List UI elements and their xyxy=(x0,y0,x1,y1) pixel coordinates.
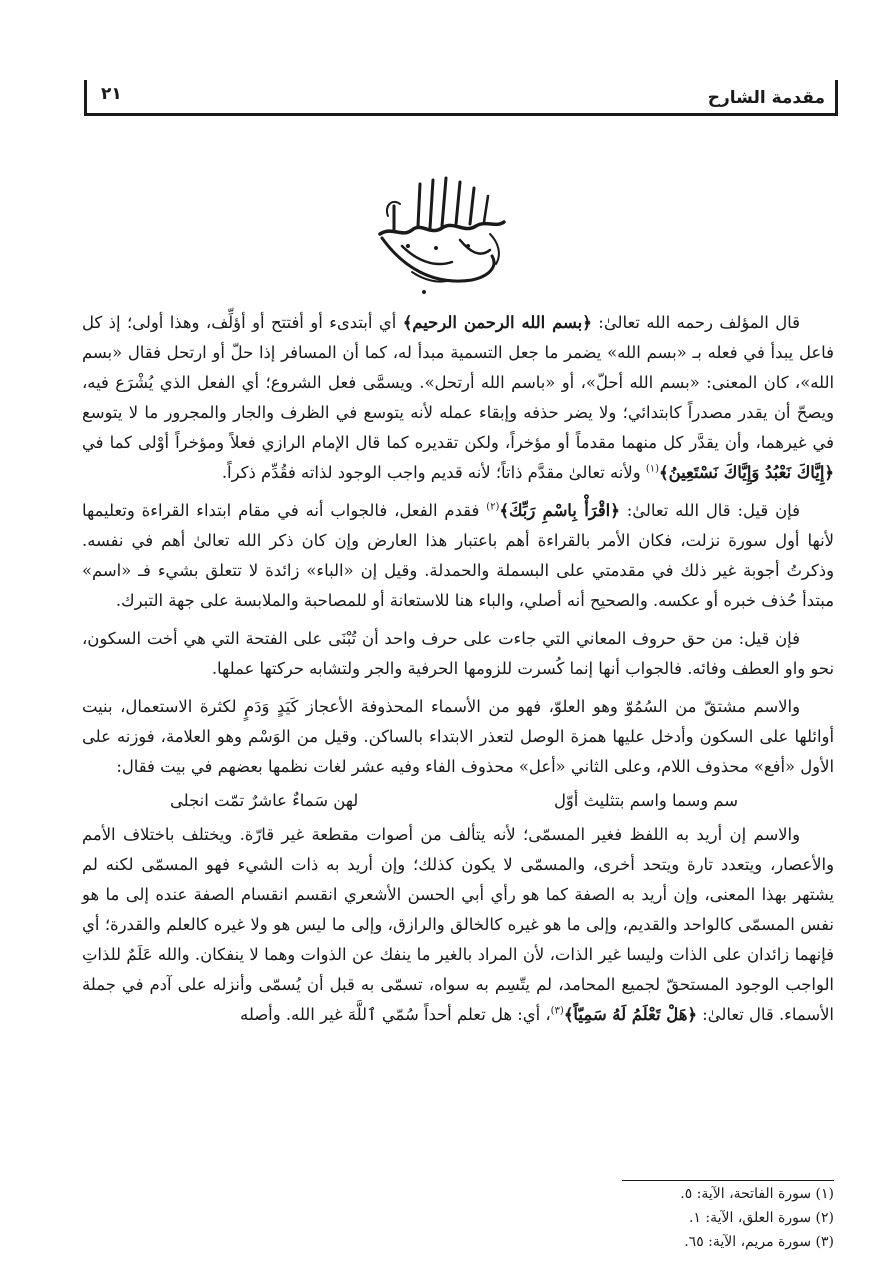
poetry-verse xyxy=(82,782,834,820)
verse-second-hemistich: سم وسما واسم بتثليث أوّل xyxy=(553,791,738,810)
footnote-divider xyxy=(622,1180,834,1181)
text-run: ولأنه تعالىٰ مقدَّم ذاتاً؛ لأنه قديم واجب الوجود لذاته فقُدِّم ذكراً. xyxy=(221,463,646,482)
footnote: (٢) سورة العلق، الآية: ١. xyxy=(688,1210,834,1226)
quran-quote: ﴿اقْرَأْ بِاسْمِ رَبِّكَ﴾ xyxy=(499,501,620,520)
header-title: مقدمة الشارح xyxy=(707,88,825,108)
basmala-calligraphy-icon xyxy=(372,176,512,300)
text-run: أي أبتدىء أو أفتتح أو أؤلِّف، وهذا أولى؛ إذ كل فاعل يبدأ في فعله بـ «بسم الله» يضمر ما جعل التسمية مبدأ له، كما أن المسافر إذا حلّ أو ارتحل فقال «بسم الله»، كان المعنى: «بسم الله أحلّ»، أو «باسم الله أرتحل». ويسمَّى فعل الشروع؛ أي الفعل الذي يُشْرَع فيه، ويصحّ أن يقدر مصدراً كابتدائي؛ ولا يضر حذفه وإبقاء عمله لأنه يتوسع في الظرف والجار والمجرور ما لا يتوسع في غيرهما، وأن يقدَّر كل منهما مقدماً أو مؤخراً، ولكن تقديره كما قال الإمام الرازي فعلاً ومؤخراً أوْلى كما في xyxy=(82,313,834,452)
paragraph xyxy=(82,820,834,1030)
footnote-ref: (١) xyxy=(645,463,660,475)
quran-quote: ﴿هَلْ تَعْلَمُ لَهُ سَمِيّاً﴾ xyxy=(563,1005,697,1024)
paragraph xyxy=(82,692,834,782)
quran-quote: ﴿بسم الله الرحمن الرحيم﴾ xyxy=(402,313,592,332)
main-text xyxy=(82,308,834,1030)
paragraph xyxy=(82,624,834,684)
running-header xyxy=(84,80,838,116)
paragraph xyxy=(82,308,834,488)
text-run: فإن قيل: من حق حروف المعاني التي جاءت على حرف واحد أن تُبْنَى على الفتحة التي هي أخت السكون، نحو واو العطف وفائه. فالجواب أنها إنما كُسرت للزومها الحرفية والجر ولتشابه حركتها عملها. xyxy=(82,629,834,678)
footnote-ref: (٣) xyxy=(550,1005,564,1017)
paragraph xyxy=(82,496,834,616)
footnotes xyxy=(534,1182,834,1254)
footnote: (٣) سورة مريم، الآية: ٦٥. xyxy=(684,1234,834,1250)
text-run: والاسم مشتقّ من السُمُوّ وهو العلوّ، فهو من الأسماء المحذوفة الأعجاز كَيَدٍ وَدَمٍ لكثرة الاستعمال، بنيت أوائلها على السكون وأدخل عليها همزة الوصل لتعذر الابتداء بالساكن. وقيل من الوَسْم وهو العلامة، فوزنه على الأول «أفع» محذوف اللام، وعلى الثاني «أعل» محذوف الفاء وفيه عشر لغات نظمها بعضهم في بيت فقال: xyxy=(82,697,834,776)
page-number: ٢١ xyxy=(101,84,122,104)
text-run: ، أي: هل تعلم أحداً سُمّي ٱللَّهَ غير الله. وأصله xyxy=(240,1005,551,1024)
text-run: قال المؤلف رحمه الله تعالىٰ: xyxy=(591,313,800,332)
footnote: (١) سورة الفاتحة، الآية: ٥. xyxy=(680,1186,834,1202)
text-run: فقدم الفعل، فالجواب أنه في مقام ابتداء القراءة وتعليمها لأنها أول سورة نزلت، فكان الأمر بالقراءة أهم باعتبار هذا العارض وإن كان ذكر الله تعالىٰ أهم في نفسه. وذكرتُ أجوبة غير ذلك في مقدمتي على البسملة والحمدلة. وقيل إن «الباء» زائدة لا تتعلق بشيء فـ «اسم» مبتدأ حُذف خبره أو عكسه. والصحيح أنه أصلي، والباء هنا للاستعانة أو للمصاحبة والملابسة على جهة التبرك. xyxy=(82,501,834,610)
footnote-ref: (٢) xyxy=(486,501,500,513)
text-run: والاسم إن أريد به اللفظ فغير المسمّى؛ لأنه يتألف من أصوات مقطعة غير قارّة. ويختلف باختلاف الأمم والأعصار، ويتعدد تارة ويتحد أخرى، والمسمّى لا يكون كذلك؛ وإن أريد به ذات الشيء فهو المسمّى لكنه لم يشتهر بهذا المعنى، وإن أريد به الصفة كما هو رأي أبي الحسن الأشعري انقسم انقسام الصفة عنده إلى ما هو نفس المسمّى كالواحد والقديم، وإلى ما هو غيره كالخالق والرازق، وإلى ما ليس هو ولا غيره كالعلم والقدرة؛ أي فإنهما زائدان على الذات وليسا غير الذات، لأن المراد بالغير ما ينفك عن الذوات وهما لا ينفكان. والله عَلَمٌ للذاتِ الواجب الوجود المستحقّ لجميع المحامد، لم يتّسِم به سواه، تسمّى به قبل أن يُسمّى وأنزله على آدم في جملة الأسماء. قال تعالىٰ: xyxy=(82,825,834,1024)
verse-first-hemistich: لهن سَماءٌ عاشرٌ تمّت انجلى xyxy=(170,791,359,810)
text-run: فإن قيل: قال الله تعالىٰ: xyxy=(619,501,800,520)
quran-quote: ﴿إِيَّاكَ نَعْبُدُ وَإِيَّاكَ نَسْتَعِينُ﴾ xyxy=(659,463,834,482)
